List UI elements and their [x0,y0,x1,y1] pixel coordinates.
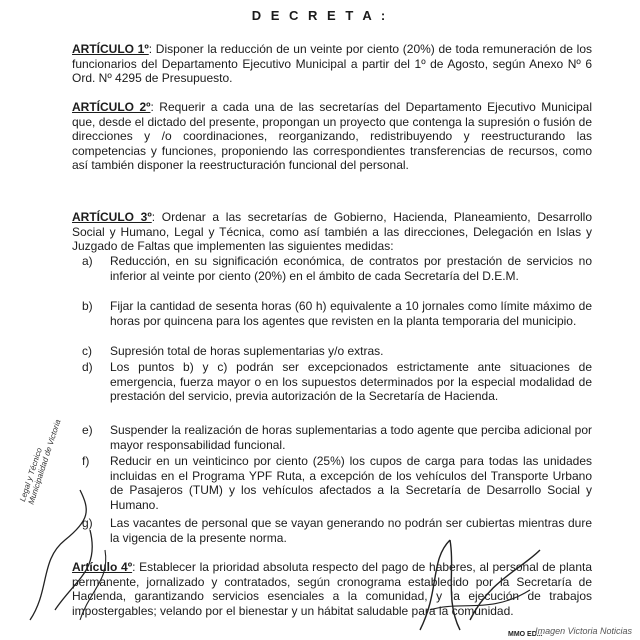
signature-scribble-left [20,470,133,630]
measure-item-c [82,344,592,359]
article-1-text: : Disponer la reducción de un veinte por ciento (20%) de toda remuneración de los funcionarios del Departamento Ejecutivo Municipal a partir del 1º de Agosto, según Anexo Nº 6 Ord. Nº 4295 de Presupuesto. [72,42,592,86]
signature-scribble-right [400,530,550,640]
article-1 [72,42,592,86]
measure-text: Las vacantes de personal que se vayan generando no podrán ser cubiertas mientras dure la vigencia de la presente norma. [110,516,592,545]
decree-heading: D E C R E T A : [251,8,389,23]
article-3 [72,210,592,254]
measure-item-b [82,299,592,328]
measure-text: Los puntos b) y c) podrán ser excepcionados estrictamente ante situaciones de emergencia, fuerza mayor o en los supuestos determinados por la especial modalidad de prestación del servicio, previa autorización de la Secretaría de Hacienda. [110,360,592,404]
measure-item-a [82,254,592,283]
rubber-stamp: Legal y Técnico Municipalidad de Victoria [18,418,63,506]
article-2-label: ARTÍCULO 2º [72,100,151,114]
article-2-text: : Requerir a cada una de las secretarías del Departamento Ejecutivo Municipal que, desde el dictado del presente, propongan un proyecto que contenga la supresión o fusión de direcciones y /o coordinaciones, reorganizando, redistribuyendo y reestructurando las competencias y funciones, proponiendo las correspondientes transferencias de recursos, como así también disponer la reestructuración funcional del personal. [72,100,592,173]
article-2 [72,100,592,173]
measure-text: Suspender la realización de horas suplementarias a todo agente que perciba adicional por mayor responsabilidad funcional. [110,423,592,452]
measure-letter: e) [82,423,93,437]
article-1-label: ARTÍCULO 1º [72,42,149,56]
measure-letter: d) [82,360,93,374]
measure-item-d [82,360,592,404]
article-3-text: : Ordenar a las secretarías de Gobierno, Hacienda, Planeamiento, Desarrollo Social y Humano, Legal y Técnica, como así también a las direcciones, Delegación en Islas y Juzgado de Faltas que implementen las siguientes medidas: [72,210,593,254]
measure-text: Fijar la cantidad de sesenta horas (60 h) equivalente a 10 jornales como límite máximo de horas por quincena para los agentes que revisten en la planta temporaria del municipio. [110,299,592,328]
watermark: Imagen Victoria Noticias [535,626,632,636]
article-4-label: Artículo 4º [72,560,133,574]
article-4-text: : Establecer la prioridad absoluta respecto del pago de haberes, al personal de planta permanente, jornalizado y contratados, según cronograma establecido por la Secretaría de Hacienda, garantizando servicios esenciales a la comunidad, y la ejecución de trabajos impostergables; velando por el bienestar y un hábitat saludable para la comunidad. [72,560,592,618]
article-3-label: ARTÍCULO 3º [72,210,152,224]
measure-text: Reducción, en su significación económica, de contratos por prestación de servicios no inferior al veinte por ciento (20%) en el ámbito de cada Secretaría del D.E.M. [110,254,592,283]
measure-letter: g) [82,516,93,530]
measure-item-e [82,423,592,452]
measure-letter: b) [82,299,93,313]
measure-text: Reducir en un veinticinco por ciento (25%) los cupos de carga para todas las unidades incluidas en el Programa YPF Ruta, a excepción de los vehículos del Transporte Urbano de Pasajeros (TUM) y los vehículos afectados a la Secretaría de Desarrollo Social y Humano. [110,454,592,512]
measure-letter: f) [82,454,90,468]
measure-item-f [82,454,592,512]
measure-letter: a) [82,254,93,268]
measure-text: Supresión total de horas suplementarias y/o extras. [110,344,384,358]
measure-letter: c) [82,344,92,358]
footer-mark: MMO ED... [508,631,543,638]
